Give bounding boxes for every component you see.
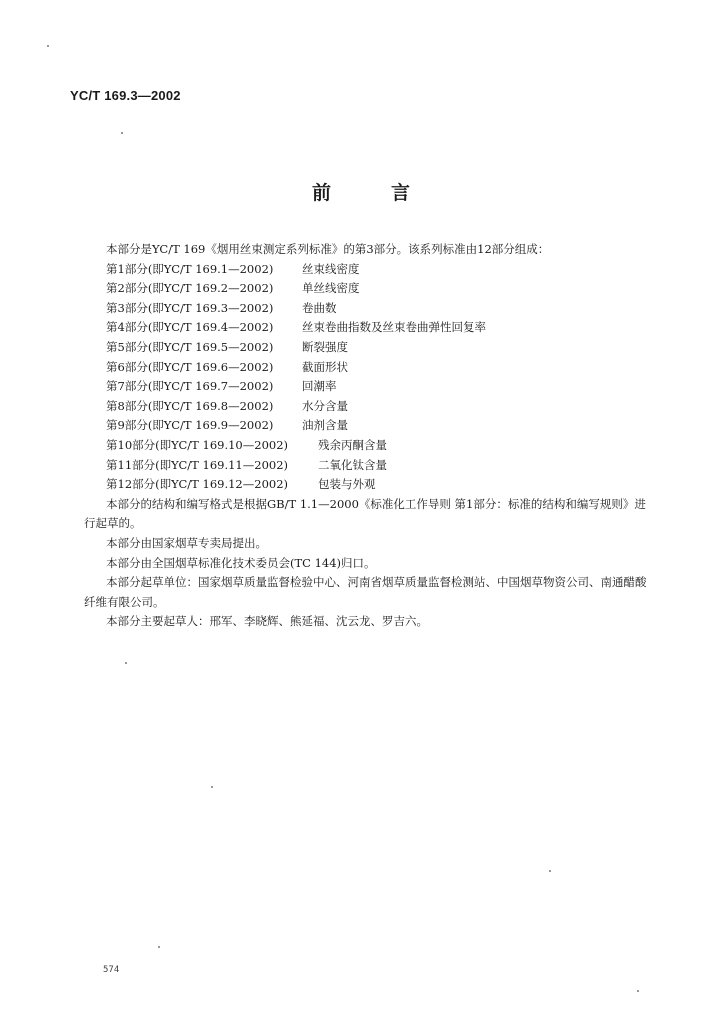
part-name: 丝束卷曲指数及丝束卷曲弹性回复率	[302, 320, 486, 335]
drafters-paragraph: 本部分主要起草人：邢军、李晓辉、熊延福、沈云龙、罗吉六。	[106, 614, 428, 629]
part-reference: 第12部分(即YC/T 169.12—2002)	[106, 477, 289, 492]
page-title	[0, 178, 722, 205]
part-name: 回潮率	[302, 379, 337, 394]
list-item	[84, 318, 654, 338]
part-reference: 第6部分(即YC/T 169.6—2002)	[106, 359, 274, 374]
scan-speck	[47, 45, 49, 47]
part-reference: 第8部分(即YC/T 169.8—2002)	[106, 398, 274, 413]
drafting-units-paragraph: 本部分起草单位：国家烟草质量监督检验中心、河南省烟草质量监督检测站、中国烟草物资公司、南通醋酸纤维有限公司。	[84, 575, 647, 609]
proposed-by-paragraph: 本部分由国家烟草专卖局提出。	[106, 535, 267, 550]
title-char-2: 言	[391, 182, 411, 204]
list-item	[84, 456, 654, 476]
list-item	[84, 358, 654, 378]
parts-list	[84, 260, 654, 495]
intro-paragraph: 本部分是YC/T 169《烟用丝束测定系列标准》的第3部分。该系列标准由12部分组成：	[106, 242, 550, 256]
list-item	[84, 338, 654, 358]
part-name: 油剂含量	[302, 418, 348, 433]
structure-paragraph: 本部分的结构和编写格式是根据GB/T 1.1—2000《标准化工作导则 第1部分：标准的结构和编写规则》进行起草的。	[84, 496, 646, 531]
part-name: 包装与外观	[318, 477, 376, 492]
part-name: 卷曲数	[302, 300, 337, 315]
part-reference: 第2部分(即YC/T 169.2—2002)	[106, 281, 274, 296]
part-reference: 第10部分(即YC/T 169.10—2002)	[106, 437, 289, 452]
list-item	[84, 279, 654, 299]
centralized-paragraph: 本部分由全国烟草标准化技术委员会(TC 144)归口。	[106, 555, 376, 570]
scan-speck	[121, 132, 123, 134]
part-name: 断裂强度	[302, 339, 348, 354]
part-name: 单丝线密度	[302, 281, 360, 296]
scan-speck	[637, 990, 639, 992]
part-reference: 第11部分(即YC/T 169.11—2002)	[106, 457, 289, 472]
list-item	[84, 475, 654, 495]
list-item	[84, 260, 654, 280]
part-name: 截面形状	[302, 359, 348, 374]
scan-speck	[549, 870, 551, 872]
scan-speck	[211, 786, 213, 788]
list-item	[84, 397, 654, 417]
part-reference: 第4部分(即YC/T 169.4—2002)	[106, 320, 274, 335]
part-reference: 第1部分(即YC/T 169.1—2002)	[106, 261, 274, 276]
scan-speck	[158, 946, 160, 948]
scan-speck	[125, 662, 127, 664]
part-reference: 第7部分(即YC/T 169.7—2002)	[106, 379, 274, 394]
part-reference: 第9部分(即YC/T 169.9—2002)	[106, 418, 274, 433]
list-item	[84, 377, 654, 397]
foreword-body	[84, 240, 654, 632]
part-reference: 第5部分(即YC/T 169.5—2002)	[106, 339, 274, 354]
title-char-1: 前	[311, 182, 331, 204]
page-number: 574	[103, 965, 120, 975]
part-name: 丝束线密度	[302, 261, 360, 276]
part-name: 残余丙酮含量	[318, 437, 387, 452]
list-item	[84, 416, 654, 436]
list-item	[84, 436, 654, 456]
standard-code: YC/T 169.3—2002	[70, 88, 181, 103]
part-reference: 第3部分(即YC/T 169.3—2002)	[106, 300, 274, 315]
list-item	[84, 299, 654, 319]
part-name: 二氧化钛含量	[318, 457, 387, 472]
part-name: 水分含量	[302, 398, 348, 413]
